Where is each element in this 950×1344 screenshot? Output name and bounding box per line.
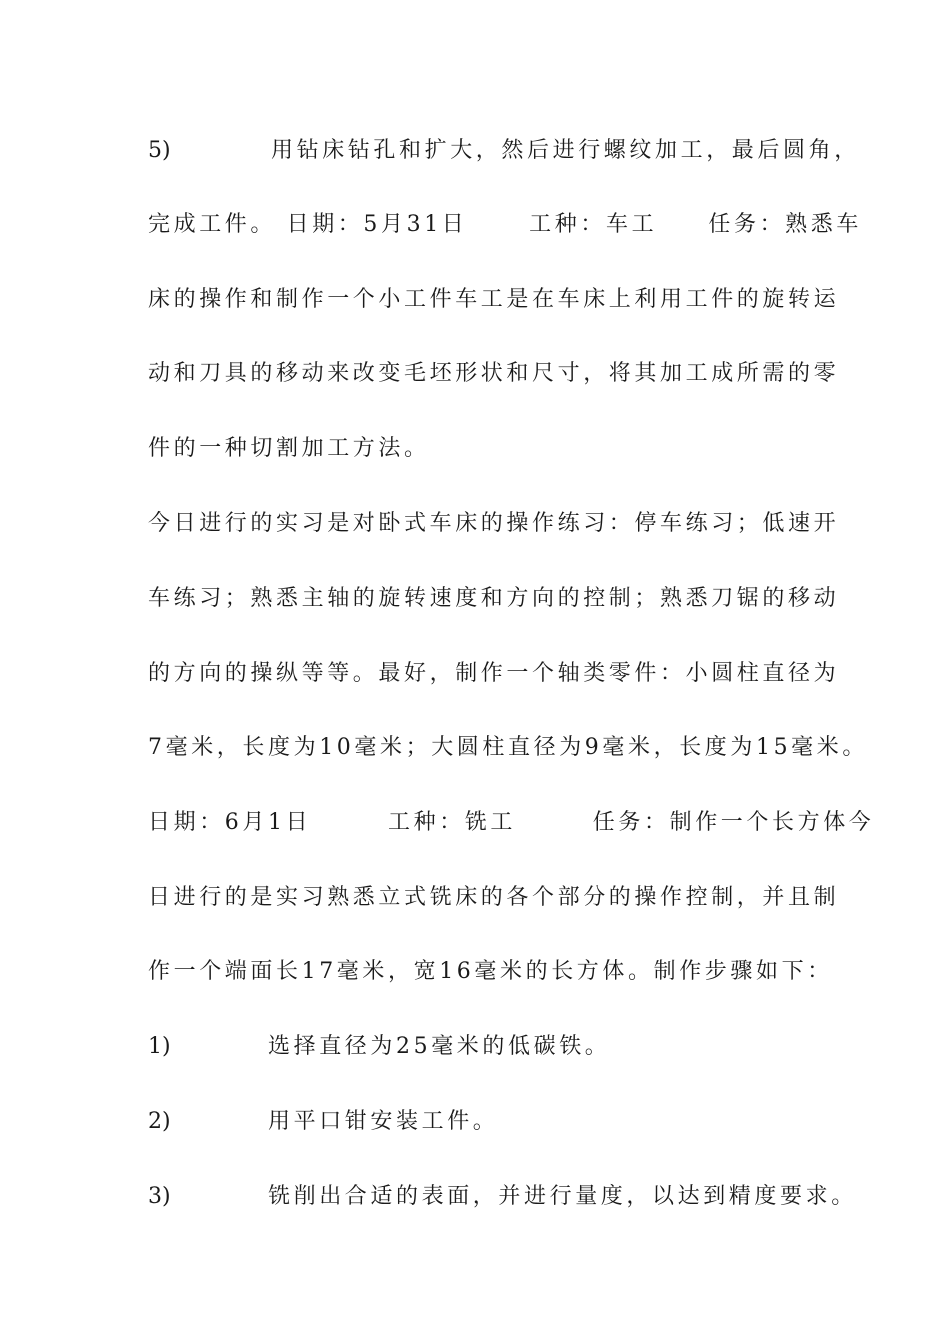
paragraph-line: 的方向的操纵等等。最好，制作一个轴类零件：小圆柱直径为 [148, 661, 840, 686]
list-item-step-3 [148, 1182, 857, 1212]
paragraph-line: 车练习；熟悉主轴的旋转速度和方向的控制；熟悉刀锯的移动 [148, 586, 840, 611]
paragraph-line: 今日进行的实习是对卧式车床的操作练习：停车练习；低速开 [148, 511, 840, 536]
paragraph-line: 7毫米，长度为10毫米；大圆柱直径为9毫米，长度为15毫米。 [148, 735, 868, 760]
paragraph-line: 动和刀具的移动来改变毛坯形状和尺寸，将其加工成所需的零 [148, 361, 840, 386]
paragraph-line: 作一个端面长17毫米，宽16毫米的长方体。制作步骤如下： [148, 959, 833, 984]
step-number: 1) [148, 1034, 171, 1059]
paragraph-line: 日进行的是实习熟悉立式铣床的各个部分的操作控制，并且制 [148, 885, 840, 910]
step-text: 用平口钳安装工件。 [268, 1109, 499, 1134]
step-number: 5) [148, 138, 171, 163]
step-number: 3) [148, 1184, 171, 1209]
paragraph-line: 件的一种切割加工方法。 [148, 436, 430, 461]
step-text: 铣削出合适的表面，并进行量度，以达到精度要求。 [268, 1184, 857, 1209]
list-item-step-1 [148, 1032, 610, 1062]
paragraph-line: 床的操作和制作一个小工件车工是在车床上利用工件的旋转运 [148, 287, 840, 312]
step-text: 用钻床钻孔和扩大，然后进行螺纹加工，最后圆角， [271, 138, 860, 163]
step-number: 2) [148, 1109, 171, 1134]
step-text: 选择直径为25毫米的低碳铁。 [268, 1034, 611, 1059]
list-item-step-2 [148, 1107, 498, 1137]
paragraph-line: 日期：6月1日 工种：铣工 任务：制作一个长方体今 [148, 810, 875, 835]
list-item-step-5 [148, 136, 860, 166]
paragraph-line: 完成工件。 日期：5月31日 工种：车工 任务：熟悉车 [148, 212, 862, 237]
